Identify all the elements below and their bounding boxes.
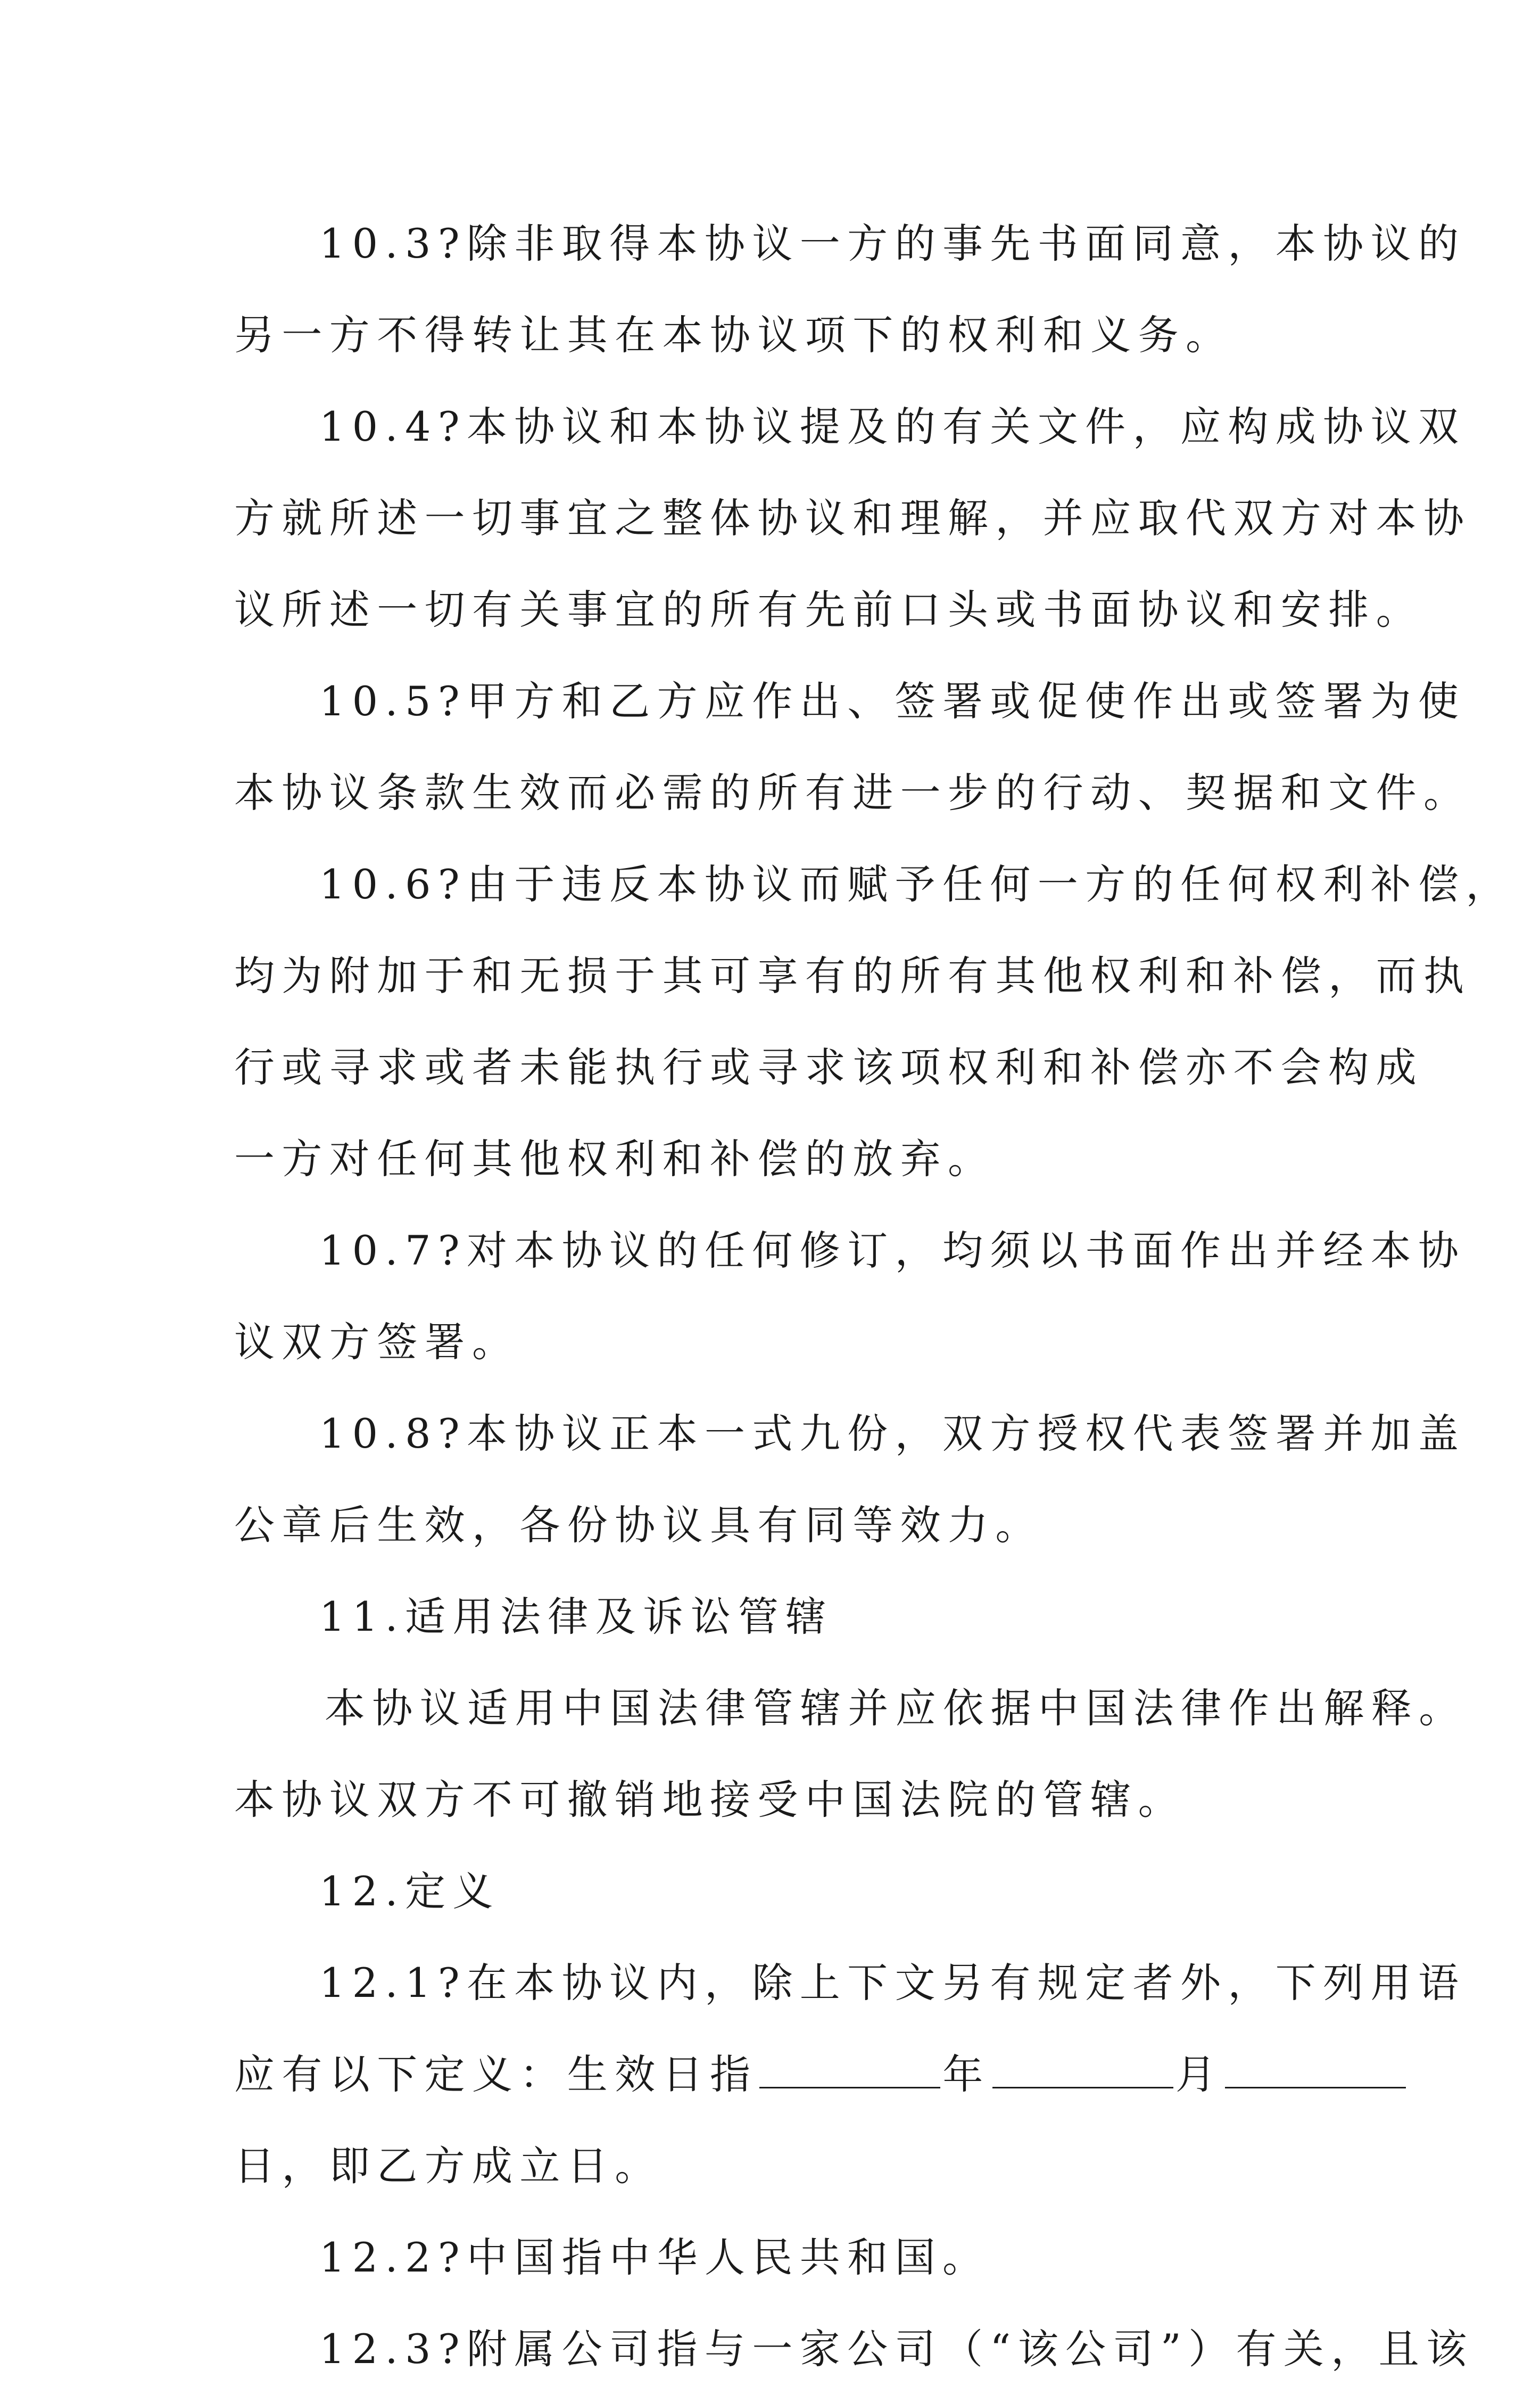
clause-12-2-line-1: 12.2?中国指中华人民共和国。 — [319, 2234, 990, 2281]
clause-10-4-line-1: 10.4?本协议和本协议提及的有关文件，应构成协议双 — [319, 403, 1466, 450]
year-blank — [759, 2050, 940, 2088]
definition-prefix: 应有以下定义：生效日指 — [234, 2051, 758, 2098]
clause-12-3-line-1: 12.3?附属公司指与一家公司（“该公司”）有关，且该 — [319, 2325, 1474, 2373]
section-11-line-2: 本协议双方不可撤销地接受中国法院的管辖。 — [234, 1776, 1186, 1823]
clause-10-7-line-2: 议双方签署。 — [234, 1318, 520, 1366]
month-label: 月 — [1175, 2051, 1223, 2098]
year-label: 年 — [942, 2051, 990, 2098]
day-blank — [1225, 2050, 1406, 2088]
clause-10-8-line-2: 公章后生效，各份协议具有同等效力。 — [234, 1501, 1043, 1549]
clause-10-5-line-1: 10.5?甲方和乙方应作出、签署或促使作出或签署为使 — [319, 678, 1466, 725]
section-11-line-1: 本协议适用中国法律管辖并应依据中国法律作出解释。 — [325, 1684, 1467, 1732]
clause-10-3-line-2: 另一方不得转让其在本协议项下的权利和义务。 — [234, 311, 1233, 359]
clause-10-8-line-1: 10.8?本协议正本一式九份，双方授权代表签署并加盖 — [319, 1410, 1466, 1457]
clause-10-5-line-2: 本协议条款生效而必需的所有进一步的行动、契据和文件。 — [234, 769, 1471, 816]
clause-10-6-line-3: 行或寻求或者未能执行或寻求该项权利和补偿亦不会构成 — [234, 1044, 1423, 1091]
clause-10-4-line-3: 议所述一切有关事宜的所有先前口头或书面协议和安排。 — [234, 586, 1423, 633]
clause-12-1-line-2 — [234, 2029, 1304, 2120]
clause-10-6-line-2: 均为附加于和无损于其可享有的所有其他权利和补偿，而执 — [234, 952, 1471, 1000]
clause-10-3-line-1: 10.3?除非取得本协议一方的事先书面同意，本协议的 — [319, 220, 1466, 267]
clause-10-6-line-4: 一方对任何其他权利和补偿的放弃。 — [234, 1135, 996, 1183]
clause-12-1-line-1: 12.1?在本协议内，除上下文另有规定者外，下列用语 — [319, 1959, 1466, 2006]
section-12-heading: 12.定义 — [319, 1868, 500, 1915]
month-blank — [992, 2050, 1173, 2088]
clause-12-1-line-3: 日，即乙方成立日。 — [234, 2142, 663, 2190]
clause-10-4-line-2: 方就所述一切事宜之整体协议和理解，并应取代双方对本协 — [234, 494, 1471, 542]
document-body — [234, 198, 1513, 2395]
clause-10-7-line-1: 10.7?对本协议的任何修订，均须以书面作出并经本协 — [319, 1227, 1466, 1274]
clause-10-6-line-1: 10.6?由于违反本协议而赋予任何一方的任何权利补偿， — [319, 861, 1513, 908]
section-11-heading: 11.适用法律及诉讼管辖 — [319, 1593, 833, 1640]
